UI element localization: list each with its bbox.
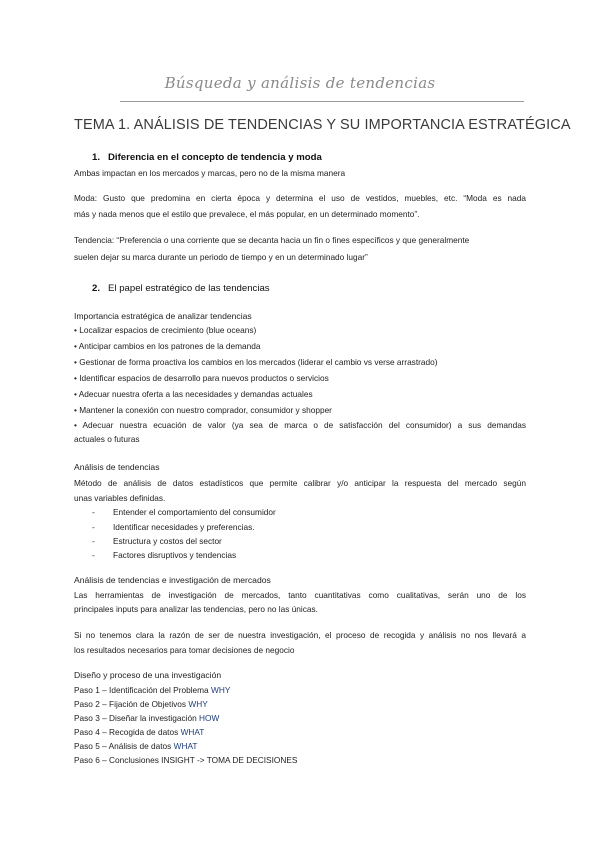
investigacion-line-2: principales inputs para analizar las tendencias, pero no las únicas.	[74, 604, 318, 614]
list-item-text: Estructura y costos del sector	[113, 536, 222, 546]
moda-line-2: más y nada menos que el estilo que prevalece, el más popular, en un determinado momento”.	[74, 209, 420, 219]
step-tag: WHY	[188, 699, 208, 709]
step-tag: WHY	[211, 685, 231, 695]
tendencia-line-2: suelen dejar su marca durante un periodo de tiempo y en un determinado lugar”	[74, 252, 368, 262]
section-2-title: El papel estratégico de las tendencias	[108, 283, 270, 294]
list-item: • Gestionar de forma proactiva los cambios en los mercados (liderar el cambio vs verse arrastrado)	[74, 357, 438, 367]
process-step	[74, 727, 204, 737]
list-item	[92, 550, 236, 560]
list-item-text: Identificar necesidades y preferencias.	[113, 522, 255, 532]
dash-marker: -	[92, 550, 95, 560]
list-item	[92, 507, 276, 517]
moda-line-1: Moda: Gusto que predomina en cierta época y determina el uso de vestidos, muebles, etc. “Moda es nada	[74, 193, 526, 203]
importance-title: Importancia estratégica de analizar tendencias	[74, 311, 252, 321]
step-tag: WHAT	[180, 727, 205, 737]
step-label: Paso 5 – Análisis de datos	[74, 741, 172, 751]
list-item: • Localizar espacios de crecimiento (blue oceans)	[74, 325, 257, 335]
investigacion-line-1: Las herramientas de investigación de mercados, tanto cuantitativas como cualitativas, serán uno de los	[74, 590, 526, 600]
section-2-number: 2.	[92, 283, 101, 294]
analisis-line-2: unas variables definidas.	[74, 493, 166, 503]
step-label: Paso 6 – Conclusiones INSIGHT -> TOMA DE DECISIONES	[74, 755, 298, 765]
header-divider	[120, 101, 524, 102]
dash-marker: -	[92, 507, 95, 517]
list-item	[92, 522, 255, 532]
list-item	[92, 536, 222, 546]
list-item-text: Entender el comportamiento del consumidor	[113, 507, 276, 517]
dash-marker: -	[92, 522, 95, 532]
step-tag: WHAT	[173, 741, 198, 751]
dash-marker: -	[92, 536, 95, 546]
step-label: Paso 1 – Identificación del Problema	[74, 685, 209, 695]
process-step	[74, 699, 208, 709]
process-step	[74, 685, 230, 695]
list-item: • Identificar espacios de desarrollo para nuevos productos o servicios	[74, 373, 329, 383]
section-2-heading	[92, 283, 270, 294]
section-1-title: Diferencia en el concepto de tendencia y moda	[108, 152, 322, 163]
process-step	[74, 741, 197, 751]
header-title: Búsqueda y análisis de tendencias	[164, 74, 436, 92]
list-item: • Anticipar cambios en los patrones de la demanda	[74, 341, 261, 351]
section-1-number: 1.	[92, 152, 101, 163]
analisis-title: Análisis de tendencias	[74, 462, 160, 472]
list-item: • Adecuar nuestra oferta a las necesidades y demandas actuales	[74, 389, 313, 399]
step-label: Paso 2 – Fijación de Objetivos	[74, 699, 187, 709]
section-1-intro: Ambas impactan en los mercados y marcas, pero no de la misma manera	[74, 168, 346, 178]
section-1-heading	[92, 152, 322, 163]
step-label: Paso 3 – Diseñar la investigación	[74, 713, 197, 723]
investigacion-line-4: los resultados necesarios para tomar decisiones de negocio	[74, 645, 295, 655]
list-item: • Mantener la conexión con nuestro comprador, consumidor y shopper	[74, 405, 332, 415]
investigacion-line-3: Si no tenemos clara la razón de ser de nuestra investigación, el proceso de recogida y análisis no nos llevará a	[74, 630, 526, 640]
list-item-text: Factores disruptivos y tendencias	[113, 550, 237, 560]
list-item: • Adecuar nuestra ecuación de valor (ya sea de marca o de satisfacción del consumidor) a sus demandas	[74, 420, 526, 430]
tendencia-line-1: Tendencia: “Preferencia o una corriente que se decanta hacia un fin o fines específicos y que generalmente	[74, 235, 470, 245]
topic-title: TEMA 1. ANÁLISIS DE TENDENCIAS Y SU IMPORTANCIA ESTRATÉGICA	[74, 117, 571, 133]
step-tag: HOW	[199, 713, 220, 723]
analisis-line-1: Método de análisis de datos estadísticos que permite calibrar y/o anticipar la respuesta del mercado según	[74, 478, 526, 488]
investigacion-title: Análisis de tendencias e investigación de mercados	[74, 575, 271, 585]
diseno-title: Diseño y proceso de una investigación	[74, 670, 222, 680]
process-step	[74, 713, 219, 723]
process-step	[74, 755, 297, 765]
list-item-continuation: actuales o futuras	[74, 434, 140, 444]
step-label: Paso 4 – Recogida de datos	[74, 727, 179, 737]
